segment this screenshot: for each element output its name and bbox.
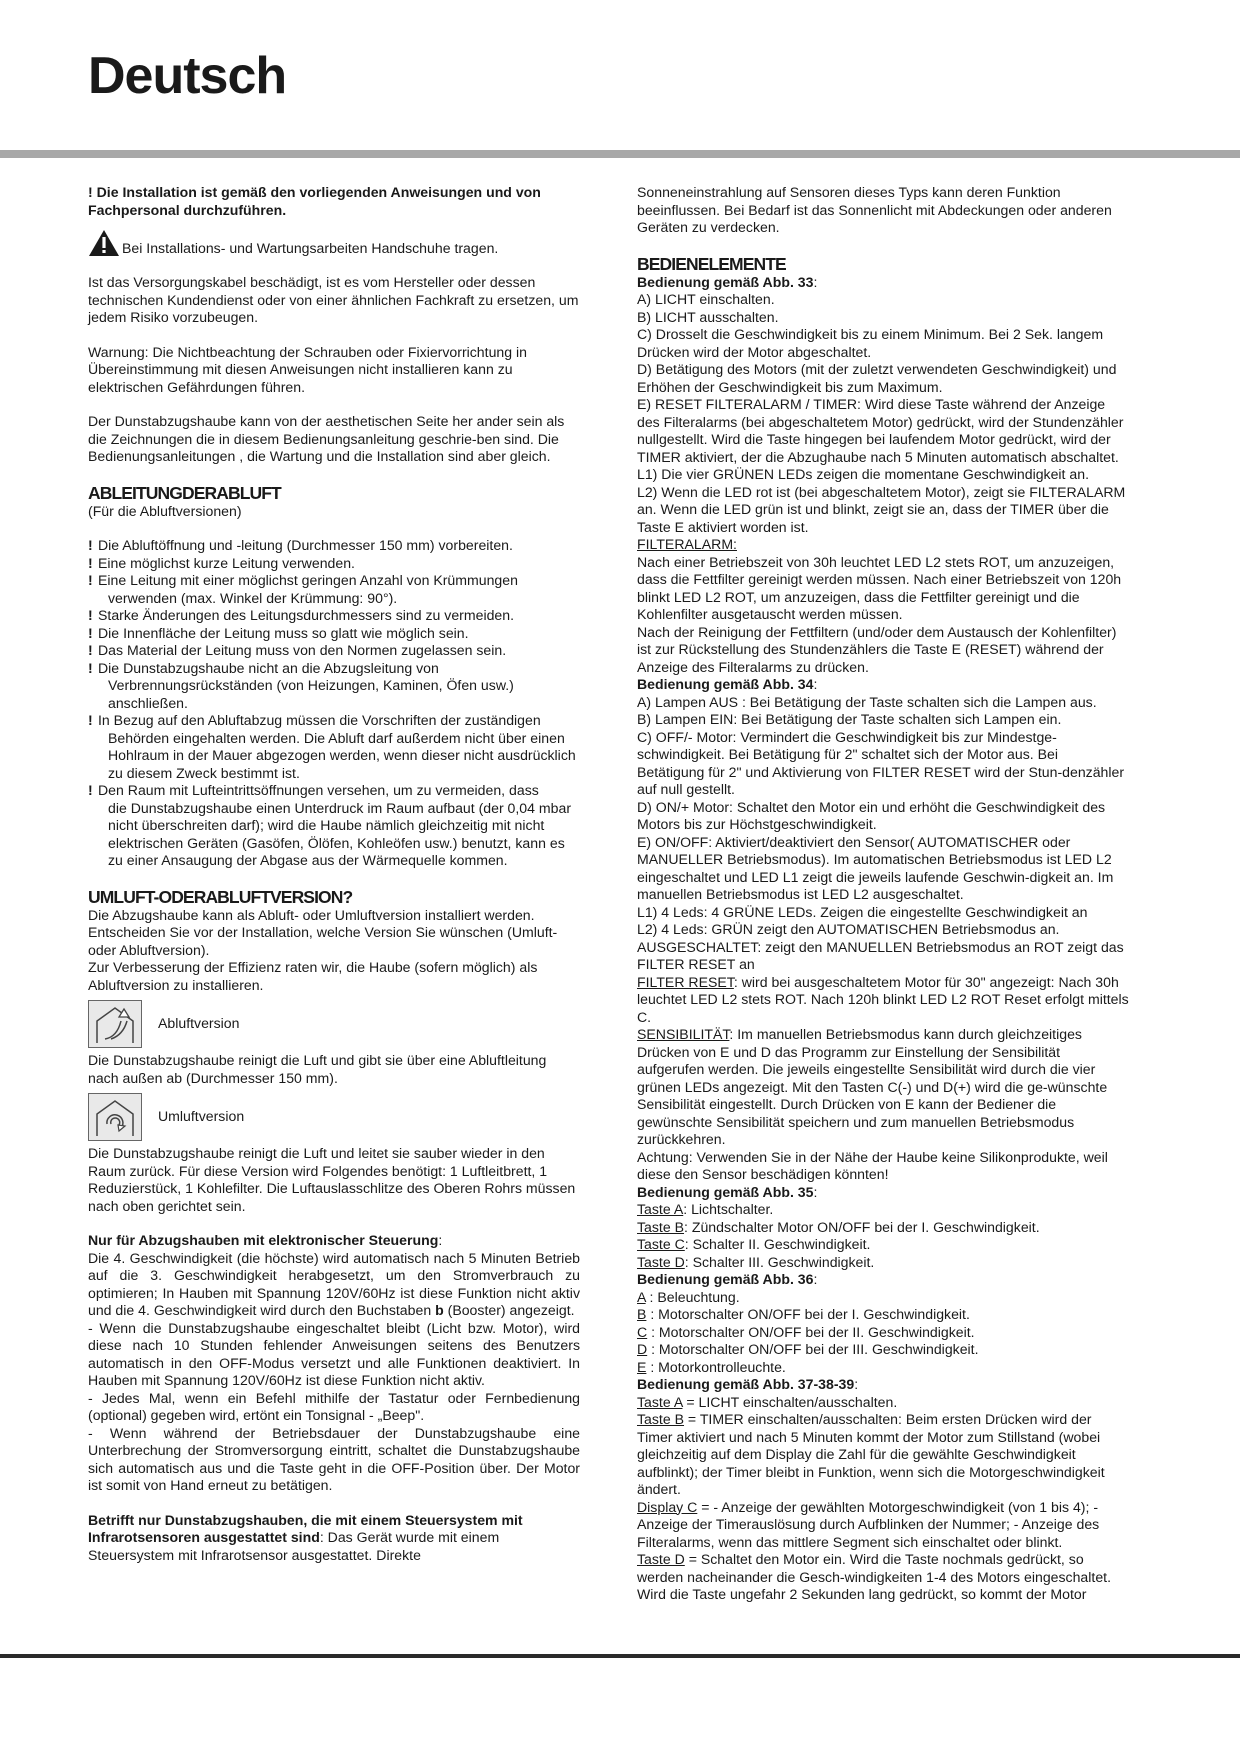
list-item: ! Die Innenfläche der Leitung muss so glatt wie möglich sein. bbox=[88, 624, 469, 641]
list-item: A : Beleuchtung. bbox=[637, 1288, 740, 1305]
list-item: E : Motorkontrolleuchte. bbox=[637, 1358, 786, 1375]
beep-note: - Jedes Mal, wenn ein Befehl mithilfe der Tastatur oder Fernbedienung (optional) gegeben wird, ertönt ein Tonsignal - „Beep". bbox=[88, 1389, 580, 1423]
list-item: B : Motorschalter ON/OFF bei der I. Geschwindigkeit. bbox=[637, 1306, 970, 1322]
warning-triangle-icon bbox=[88, 229, 120, 257]
list-item: C) Drosselt die Geschwindigkeit bis zu einem Minimum. Bei 2 Sek. langem Drücken wird der Motor abgeschaltet. bbox=[637, 326, 1104, 360]
screws-warning: Warnung: Die Nichtbeachtung der Schrauben oder Fixiervorrichtung in Übereinstimmung mit diesen Anweisungen nicht installieren kann zu elektrischen Gefährdungen führen. bbox=[88, 343, 527, 395]
section-heading-ableitung: ABLEITUNGDERABLUFT bbox=[88, 482, 281, 503]
filteralarm-text: Nach einer Betriebszeit von 30h leuchtet LED L2 stets ROT, um anzuzeigen, dass die Fettfilter gereinigt werden müssen. Nach einer Betriebszeit von 120h blinkt LED L2 ROT, um anzuzeigen, dass die Fettfilter gereinigt und die Kohlenfilter ausgetauscht werden müssen. bbox=[637, 553, 1122, 622]
duct-rules-list bbox=[88, 537, 580, 870]
abb37-heading: Bedienung gemäß Abb. 37-38-39: bbox=[637, 1376, 859, 1392]
abluft-description: Die Dunstabzugshaube reinigt die Luft und gibt sie über eine Abluftleitung nach außen ab (Durchmesser 150 mm). bbox=[88, 1052, 547, 1086]
section-heading-bedienelemente: BEDIENELEMENTE bbox=[637, 253, 786, 274]
list-item: Taste A = LICHT einschalten/ausschalten. bbox=[637, 1393, 898, 1410]
silicone-warning: Achtung: Verwenden Sie in der Nähe der Haube keine Silikonprodukte, weil diese den Sensor beschädigen könnten! bbox=[637, 1148, 1108, 1182]
list-item: C : Motorschalter ON/OFF bei der II. Geschwindigkeit. bbox=[637, 1323, 975, 1340]
umluft-version-row bbox=[88, 1093, 580, 1141]
abb34-heading: Bedienung gemäß Abb. 34: bbox=[637, 676, 818, 692]
list-item: ! In Bezug auf den Abluftabzug müssen die Vorschriften der zuständigen Behörden eingehalten werden. Die Abluft darf außerdem nicht über einen Hohlraum in der Mauer abgezogen werden, wenn dieser nicht ausdrücklich zu diesem Zweck bestimmt ist. bbox=[88, 712, 576, 781]
efficiency-tip: Zur Verbesserung der Effizienz raten wir, die Haube (sofern möglich) als Abluftversion zu installieren. bbox=[88, 959, 538, 993]
installation-notice: ! Die Installation ist gemäß den vorliegenden Anweisungen und von Fachpersonal durchzuführen. bbox=[88, 184, 541, 218]
list-item: ! Eine möglichst kurze Leitung verwenden. bbox=[88, 554, 355, 571]
house-recirculation-icon bbox=[88, 1093, 142, 1141]
right-column bbox=[637, 184, 1129, 1604]
filteralarm-heading: FILTERALARM: bbox=[637, 536, 737, 552]
list-item: ! Die Abluftöffnung und -leitung (Durchmesser 150 mm) vorbereiten. bbox=[88, 537, 513, 553]
list-item: D : Motorschalter ON/OFF bei der III. Geschwindigkeit. bbox=[637, 1341, 979, 1357]
list-item: B) Lampen EIN: Bei Betätigung der Taste schalten sich Lampen ein. bbox=[637, 711, 1062, 727]
list-item: E) RESET FILTERALARM / TIMER: Wird diese Taste während der Anzeige des Filteralarms (bei abgeschaltetem Motor) gedrückt, wird der Stundenzähler nullgestellt. Wird die Taste hingegen bei laufendem Motor gedrückt, wird der TIMER aktiviert, der die Abzughaube nach 5 Minuten automatisch abschaltet. bbox=[637, 396, 1124, 465]
abluft-version-row bbox=[88, 1000, 580, 1048]
drawing-notice: Der Dunstabzugshaube kann von der aesthetischen Seite her ander sein als die Zeichnungen die in diesem Bedienungsanleitung geschrie-ben sind. Die Bedienungsanleitungen , die Wartung und die Installation sind aber gleich. bbox=[88, 413, 565, 464]
gloves-warning bbox=[88, 229, 580, 257]
list-item: Taste B: Zündschalter Motor ON/OFF bei der I. Geschwindigkeit. bbox=[637, 1218, 1040, 1235]
list-item: Taste D = Schaltet den Motor ein. Wird die Taste nochmals gedrückt, so werden nacheinander die Gesch-windigkeiten 1-4 des Motors eingeschaltet. Wird die Taste ungefahr 2 Sekunden lang gedrückt, so kommt der Motor bbox=[637, 1551, 1111, 1602]
cable-notice: Ist das Versorgungskabel beschädigt, ist es vom Hersteller oder dessen technischen Kundendienst oder von einer ähnlichen Fachkraft zu ersetzen, um jedem Risiko vorzubeugen. bbox=[88, 274, 579, 325]
footer-rule bbox=[0, 1654, 1240, 1658]
auto-off-note: - Wenn die Dunstabzugshaube eingeschaltet bleibt (Licht bzw. Motor), wird diese nach 10 Stunden fehlender Anweisungen seitens des Benutzers automatisch in den OFF-Modus versetzt und alle Funktionen deaktiviert. In Hauben mit Spannung 120V/60Hz ist diese Funktion nicht aktiv. bbox=[88, 1319, 580, 1388]
filteralarm-reset-text: Nach der Reinigung der Fettfiltern (und/oder dem Austausch der Kohlenfilter) ist zur Rückstellung des Stundenzählers die Taste E (RESET) während der Anzeige des Filteralarms zu drücken. bbox=[637, 623, 1117, 675]
section-heading-umluft: UMLUFT-ODERABLUFTVERSION? bbox=[88, 886, 353, 907]
electronic-control-block: Nur für Abzugshauben mit elektronischer Steuerung: Die 4. Geschwindigkeit (die höchste) wird automatisch nach 5 Minuten Betrieb auf die 3. Geschwindigkeit herabgesetzt, um den Stromverbrauch zu optimieren; In Hauben mit Spannung 120V/60Hz ist diese Funktion nicht aktiv und die 4. Geschwindigkeit wird durch den Buchstaben b (Booster) angezeigt. bbox=[88, 1232, 580, 1318]
sensibility-note: SENSIBILITÄT: Im manuellen Betriebsmodus kann durch gleichzeitiges Drücken von E und D das Programm zur Einstellung der Sensibilität aufgerufen werden. Die jeweils eingestellte Sensibilität wird durch die vier grünen LEDs angezeigt. Mit den Tasten C(-) und D(+) wird die ge-wünschte Sensibilität eingestellt. Durch Drücken von E kann der Bediener die gewünschte Sensibilität speichern und zum manuellen Betriebsmodus zurückkehren. bbox=[637, 1026, 1108, 1147]
umluft-description: Die Dunstabzugshaube reinigt die Luft und leitet sie sauber wieder in den Raum zurück. Für diese Version wird Folgendes benötigt: 1 Luftleitbrett, 1 Reduzierstück, 1 Kohlefilter. Die Luftauslasschlitze des Oberen Rohrs müssen nach oben gerichtet sein. bbox=[88, 1145, 576, 1214]
abb35-heading: Bedienung gemäß Abb. 35: bbox=[637, 1183, 818, 1200]
list-item: L2) 4 Leds: GRÜN zeigt den AUTOMATISCHEN Betriebsmodus an. bbox=[637, 921, 1060, 937]
abb33-heading: Bedienung gemäß Abb. 33: bbox=[637, 273, 818, 290]
list-item: ! Die Dunstabzugshaube nicht an die Abzugsleitung von Verbrennungsrückständen (von Heizungen, Kaminen, Öfen usw.) anschließen. bbox=[88, 659, 514, 711]
filter-reset-note: FILTER RESET: wird bei ausgeschaltetem Motor für 30" angezeigt: Nach 30h leuchtet LED L2 stets ROT. Nach 120h blinkt LED L2 ROT Reset erfolgt mittels C. bbox=[637, 973, 1129, 1025]
list-item: ! Den Raum mit Lufteintrittsöffnungen versehen, um zu vermeiden, dass die Dunstabzugshaube einen Unterdruck im Raum aufbaut (der 0,04 mbar nicht überschreiten darf); wird die Haube nämlich gleichzeitig mit nicht elektrischen Geräten (Gasöfen, Ölöfen, Kohleöfen usw.) benutzt, kann es zu einer Ansaugung der Abgase aus der Wärmequelle kommen. bbox=[88, 782, 572, 868]
list-item: ! Das Material der Leitung muss von den Normen zugelassen sein. bbox=[88, 642, 507, 658]
list-item: ! Starke Änderungen des Leitungsdurchmessers sind zu vermeiden. bbox=[88, 607, 514, 623]
list-item: E) ON/OFF: Aktiviert/deaktiviert den Sensor( AUTOMATISCHER oder MANUELLER Betriebsmodus). Im automatischen Betriebsmodus ist LED L2 eingeschaltet und LED L1 zeigt die jeweils laufende Geschwin-digkeit an. Im manuellen Betriebsmodus ist LED L2 ausgeschaltet. bbox=[637, 833, 1114, 902]
sunlight-note: Sonneneinstrahlung auf Sensoren dieses Typs kann deren Funktion beeinflussen. Bei Bedarf ist das Sonnenlicht mit Abdeckungen oder anderen Geräten zu verdecken. bbox=[637, 184, 1112, 235]
list-item: Display C = - Anzeige der gewählten Motorgeschwindigkeit (von 1 bis 4); - Anzeige der Timerauslösung durch Aufblinken der Nummer; - Anzeige des Filteralarms, wenn das mittlere Segment sich einschaltet oder blinkt. bbox=[637, 1498, 1100, 1550]
list-item: L1) 4 Leds: 4 GRÜNE LEDs. Zeigen die eingestellte Geschwindigkeit an bbox=[637, 903, 1088, 920]
list-item: D) Betätigung des Motors (mit der zuletzt verwendeten Geschwindigkeit) und Erhöhen der Geschwindigkeit bis zum Maximum. bbox=[637, 361, 1117, 395]
infrared-note: Betrifft nur Dunstabzugshauben, die mit einem Steuersystem mit Infrarotsensoren ausgestattet sind: Das Gerät wurde mit einem Steuersystem mit Infrarotsensor ausgestattet. Direkte bbox=[88, 1511, 523, 1563]
list-item: B) LICHT ausschalten. bbox=[637, 308, 779, 325]
list-item: D) ON/+ Motor: Schaltet den Motor ein und erhöht die Geschwindigkeit des Motors bis zur Höchstgeschwindigkeit. bbox=[637, 798, 1106, 832]
house-exhaust-icon bbox=[88, 1000, 142, 1048]
list-item: C) OFF/- Motor: Vermindert die Geschwindigkeit bis zur Mindestge-schwindigkeit. Bei Betätigung für 2" schaltet sich der Motor aus. Bei Betätigung für 2" und Aktivierung von FILTER RESET wird der Stun-denzähler auf null gestellt. bbox=[637, 728, 1125, 797]
abb36-heading: Bedienung gemäß Abb. 36: bbox=[637, 1271, 818, 1287]
abluft-version-label: Abluftversion bbox=[158, 1015, 240, 1032]
list-item: L2) Wenn die LED rot ist (bei abgeschaltetem Motor), zeigt sie FILTERALARM an. Wenn die LED grün ist und blinkt, zeigt sie an, dass der TIMER über die Taste E aktiviert worden ist. bbox=[637, 483, 1126, 535]
header-band bbox=[0, 150, 1240, 158]
power-interruption-note: - Wenn während der Betriebsdauer der Dunstabzugshaube eine Unterbrechung der Stromversorgung eintritt, schaltet die Dunstabzugshaube sich automatisch aus und die Taste geht in die OFF-Position über. Der Motor ist somit von Hand erneut zu betätigen. bbox=[88, 1424, 580, 1493]
version-intro: Die Abzugshaube kann als Abluft- oder Umluftversion installiert werden. Entscheiden Sie vor der Installation, welche Version Sie wünschen (Umluft- oder Abluftversion). bbox=[88, 906, 558, 958]
list-item: AUSGESCHALTET: zeigt den MANUELLEN Betriebsmodus an ROT zeigt das FILTER RESET an bbox=[637, 938, 1124, 972]
list-item: L1) Die vier GRÜNEN LEDs zeigen die momentane Geschwindigkeit an. bbox=[637, 466, 1089, 482]
section-subheading: (Für die Abluftversionen) bbox=[88, 502, 242, 519]
umluft-version-label: Umluftversion bbox=[158, 1108, 245, 1125]
list-item: ! Eine Leitung mit einer möglichst geringen Anzahl von Krümmungen verwenden (max. Winkel der Krümmung: 90°). bbox=[88, 572, 518, 606]
list-item: Taste D: Schalter III. Geschwindigkeit. bbox=[637, 1253, 875, 1270]
list-item: A) Lampen AUS : Bei Betätigung der Taste schalten sich die Lampen aus. bbox=[637, 693, 1097, 710]
list-item: Taste C: Schalter II. Geschwindigkeit. bbox=[637, 1236, 871, 1252]
page-title: Deutsch bbox=[88, 47, 287, 105]
list-item: Taste B = TIMER einschalten/ausschalten: Beim ersten Drücken wird der Timer aktiviert und nach 5 Minuten kommt der Motor zum Stillstand (wobei gleichzeitig auf dem Display die Zahl für die gewählte Geschwindigkeit aufblinkt); der Timer bleibt in Funktion, wenn sich die Motorgeschwindigkeit ändert. bbox=[637, 1411, 1105, 1497]
gloves-warning-text: Bei Installations- und Wartungsarbeiten Handschuhe tragen. bbox=[122, 239, 499, 256]
list-item: Taste A: Lichtschalter. bbox=[637, 1201, 774, 1217]
list-item: A) LICHT einschalten. bbox=[637, 291, 775, 307]
left-column bbox=[88, 184, 580, 1564]
